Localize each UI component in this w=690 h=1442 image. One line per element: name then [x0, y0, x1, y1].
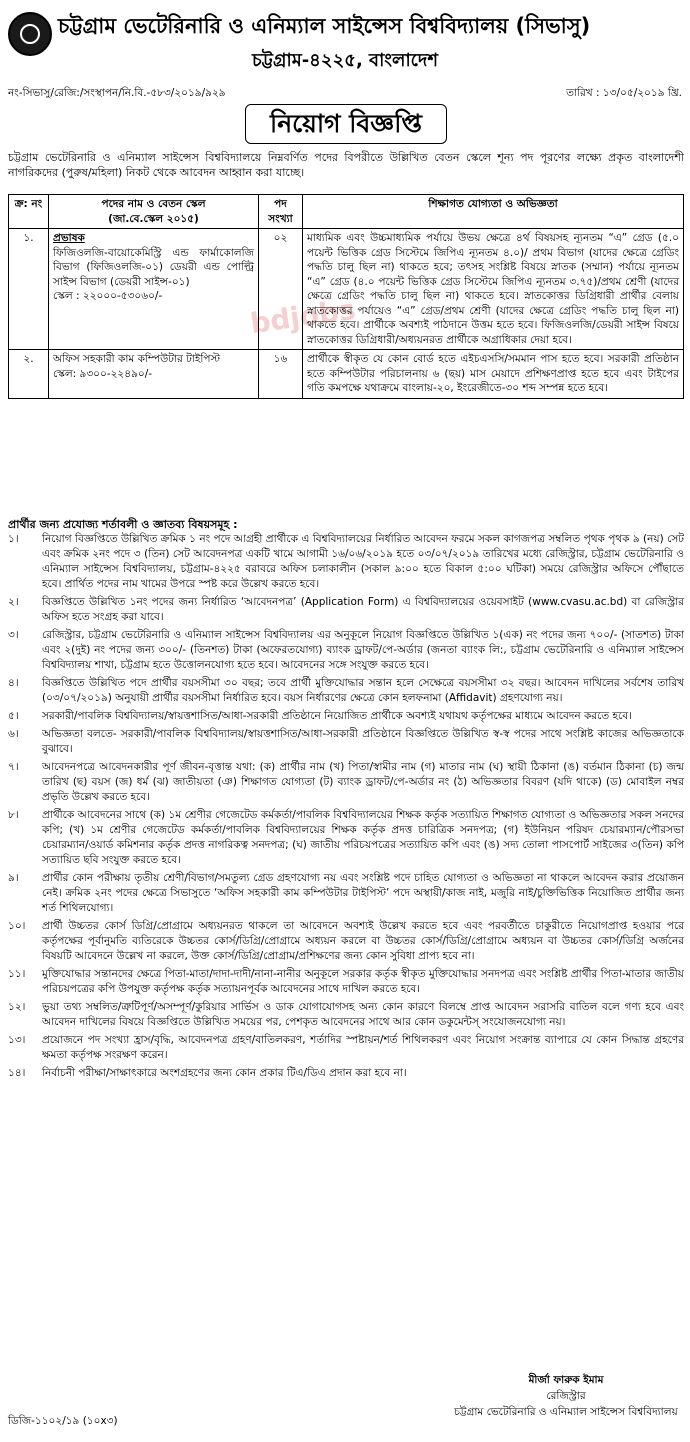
- condition-text: প্রয়োজনে পদ সংখ্যা হ্রাস/বৃদ্ধি, আবেদনপত্র গ্রহণ/বাতিলকরণ, শর্তাদির স্পষ্টায়ন/শর্ত শিথিলকরণ এবং নিয়োগ সংক্রান্ত ব্যাপারে যে কোন সিদ্ধান্ত গ্রহণের ক্ষমতা কর্তৃপক্ষ সংরক্ষণ করেন।: [42, 1034, 684, 1061]
- intro-paragraph: চট্টগ্রাম ভেটেরিনারি ও এনিম্যাল সাইন্সেস বিশ্ববিদ্যালয়ে নিম্নবর্ণিত পদের বিপরীতে উল্লিখিত বেতন স্কেলে শূন্য পদ পূরণের লক্ষ্যে প্রকৃত বাংলাদেশী নাগরিকদের (পুরুষ/মহিলা) নিকট থেকে আবেদন আহ্বান করা যাচ্ছে।: [8, 151, 684, 179]
- condition-number: ৮।: [8, 809, 19, 821]
- condition-number: ৬।: [8, 728, 19, 740]
- condition-number: ৯।: [8, 872, 19, 884]
- condition-text: সরকারী/পাবলিক বিশ্ববিদ্যালয়/স্বায়ত্তশাসিত/আধা-সরকারী প্রতিষ্ঠানে নিয়োজিত প্রার্থীকে অবশ্যই যথাযথ কর্তৃপক্ষের মাধ্যমে আবেদন করতে হবে।: [42, 710, 632, 722]
- condition-number: ১০।: [8, 920, 26, 932]
- list-item: [8, 709, 684, 724]
- header-post-label: পদের নাম ও বেতন স্কেল: [101, 198, 206, 210]
- condition-text: নির্বাচনী পরীক্ষা/সাক্ষাৎকারে অংশগ্রহণের জন্য কোন প্রকার টিএ/ডিএ প্রদান করা হবে না।: [42, 1067, 407, 1079]
- condition-number: ১৪।: [8, 1067, 26, 1079]
- signatory-organization: চট্টগ্রাম ভেটেরিনারি ও এনিম্যাল সাইন্সেস বিশ্ববিদ্যালয়: [454, 1406, 678, 1418]
- list-item: [8, 919, 684, 964]
- condition-number: ১।: [8, 533, 19, 545]
- list-item: [8, 760, 684, 805]
- header: [0, 4, 690, 74]
- post-name: অফিস সহকারী কাম কম্পিউটার টাইপিস্ট: [53, 353, 221, 365]
- condition-number: ২।: [8, 596, 19, 608]
- list-item: [8, 628, 684, 673]
- condition-number: ৩।: [8, 629, 19, 641]
- list-item: [8, 595, 684, 625]
- circular-title: নিয়োগ বিজ্ঞপ্তি: [245, 104, 447, 144]
- list-item: [8, 1000, 684, 1030]
- condition-text: বিজ্ঞপ্তিতে উল্লিখিত ১নং পদের জন্য নির্ধারিত ‘আবেদনপত্র’ (Application Form) এ বিশ্ববিদ্যালয়ের ওয়েবসাইট (www.cvasu.ac.bd) বা রেজিস্ট্রার অফিস হতে সংগ্রহ করা যাবে।: [42, 596, 684, 623]
- reference-number: নং-সিভাসু/রেজি:/সংস্থাপন/নি.বি.-৫৮৩/২০১৯/৯২৯: [8, 87, 226, 99]
- condition-text: প্রার্থীর কোন পরীক্ষায় তৃতীয় শ্রেণী/বিভাগ/সমতুল্য গ্রেড গ্রহণযোগ্য নয় এবং সংশ্লিষ্ট পদে চাহিত যোগ্যতা ও অভিজ্ঞতা না থাকলে আবেদন করার প্রয়োজন নেই। ক্রমিক ২নং পদের ক্ষেত্রে সিভাসুতে ‘অফিস সহকারী কাম কম্পিউটার টাইপিস্ট’ পদে অস্থায়ী/কাজ নাই, মজুরি নাই/চুক্তিভিত্তিক নিয়োজিত প্রার্থীর জন্য শর্ত শিথিলযোগ্য।: [42, 872, 684, 914]
- row-serial: ১.: [9, 229, 49, 350]
- condition-number: ১৩।: [8, 1034, 26, 1046]
- header-count: পদ সংখ্যা: [259, 195, 303, 229]
- row-post: [49, 229, 259, 350]
- condition-number: ৪।: [8, 677, 19, 689]
- list-item: [8, 1066, 684, 1081]
- post-detail: ফিজিওলজি-বায়োকেমিস্ট্রি এন্ড ফার্মাকোলজি বিভাগ (ফিজিওলজি-০১) ডেয়রী এন্ড পোল্ট্রি সাইন্স বিভাগ (ডেয়রী সাইন্স-০১): [53, 246, 254, 288]
- condition-text: বিজ্ঞপ্তিতে উল্লিখিত পদে প্রার্থীর বয়সসীমা ৩০ বছর; তবে প্রার্থী মুক্তিযোদ্ধার সন্তান হলে সেক্ষেত্রে বয়সসীমা ৩২ বছর। আবেদন দাখিলের সর্বশেষ তারিখ (০৩/০৭/২০১৯) অনুযায়ী প্রার্থীর বয়সসীমা নির্ধারিত হবে। বয়স নির্ধারণের ক্ষেত্রে কোন হলফনামা (Affidavit) গ্রহণযোগ্য নয়।: [42, 677, 684, 704]
- row-qualification: প্রার্থীকে স্বীকৃত যে কোন বোর্ড হতে এইচএসসি/সমমান পাস হতে হবে। সরকারী প্রতিষ্ঠান হতে কম্পিউটার পরিচালনায় ৬ (ছয়) মাস মেয়াদে প্রশিক্ষণপ্রাপ্ত হতে হবে এবং টাইপের গতি কমপক্ষে যথাক্রমে বাংলায়-২০, ইংরেজীতে-৩০ শব্দ সম্পন্ন হতে হবে।: [303, 350, 684, 399]
- table-row: [9, 229, 684, 350]
- header-post-sub: (জা.বে.স্কেল ২০১৫): [108, 212, 199, 225]
- watermark: bdjobs: [248, 292, 358, 341]
- university-name: চট্টগ্রাম ভেটেরিনারি ও এনিম্যাল সাইন্সেস বিশ্ববিদ্যালয় (সিভাসু): [58, 14, 591, 38]
- condition-text: প্রার্থীকে আবেদনের সাথে (ক) ১ম শ্রেণীর গেজেটেড কর্মকর্তা/পাবলিক বিশ্ববিদ্যালয়ের শিক্ষক কর্তৃক সত্যায়িত শিক্ষাগত যোগ্যতা ও অভিজ্ঞতার সকল সনদের কপি; (খ) ১ম শ্রেণীর গেজেটেড কর্মকর্তা/পাবলিক বিশ্ববিদ্যালয়ের শিক্ষক কর্তৃক প্রদত্ত চারিত্রিক সনদপত্র; (গ) ইউনিয়ন পরিষদ চেয়ারম্যান/পৌরসভা চেয়ারম্যান/ওয়ার্ড কমিশনার কর্তৃক প্রদত্ত নাগরিকত্ব সনদপত্র; (ঘ) জাতীয় পরিচয়পত্রের সত্যায়িত কপি এবং (ঙ) সদ্য তোলা পাসপোর্ট সাইজের ৩(তিন) কপি সত্যায়িত ছবি সংযুক্ত করতে হবে।: [42, 809, 684, 866]
- posts-table: [8, 194, 684, 399]
- list-item: [8, 871, 684, 916]
- condition-number: ৫।: [8, 710, 19, 722]
- list-item: [8, 808, 684, 868]
- list-item: [8, 1033, 684, 1063]
- condition-text: প্রার্থী উচ্চতর কোর্স ডিগ্রি/প্রোগ্রামে অধ্যয়নরত থাকলে তা আবেদনে অবশ্যই উল্লেখ করতে হবে এবং পরবর্তীতে চাকুরীতে নিয়োগপ্রাপ্ত হওয়ার পরে কর্তৃপক্ষের পূর্বানুমতি ব্যতিরেকে উচ্চতর কোর্স/ডিগ্রি/প্রোগ্রামে অধ্যয়ন করলে বা উচ্চতর কোর্স/ডিগ্রি/প্রোগ্রামে অধ্যয়ন বা উচ্চতর কোর্স/ডিগ্রি অর্জনের বিষয়টি আবেদনে উল্লেখ না করলে, উক্ত কোর্স/ডিগ্রি/প্রোগ্রাম/প্রশিক্ষণের জন্য কোন সুবিধা প্রাপ্য হবে না।: [42, 920, 684, 962]
- post-name: প্রভাষক: [53, 232, 85, 244]
- condition-text: অভিজ্ঞতা বলতে- সরকারী/পাবলিক বিশ্ববিদ্যালয়/স্বায়ত্তশাসিত/আধা-সরকারী প্রতিষ্ঠানে বিজ্ঞপ্তিতে উল্লিখিত স্ব-স্ব পদের সাথে সংশ্লিষ্ট কাজের অভিজ্ঞতাকে বুঝাবে।: [42, 728, 684, 755]
- table-header-row: [9, 195, 684, 229]
- post-scale: স্কেল : ২২০০০-৫৩০৬০/-: [53, 290, 163, 302]
- signatory-designation: রেজিস্ট্রার: [546, 1390, 586, 1402]
- list-item: [8, 676, 684, 706]
- list-item: [8, 532, 684, 592]
- condition-text: আবেদনপত্রে আবেদনকারীর পূর্ণ জীবন-বৃত্তান্ত যথা: (ক) প্রার্থীর নাম (খ) পিতা/স্বামীর নাম (গ) মাতার নাম (ঘ) স্থায়ী ঠিকানা (ঙ) বর্তমান ঠিকানা (চ) জন্ম তারিখ (ছ) বয়স (জ) ধর্ম (ঝ) জাতীয়তা (ঞ) শিক্ষাগত যোগ্যতা (ট) ব্যাংক ড্রাফট/পে-অর্ডার নং (ঠ) অভিজ্ঞতার বিবরণ (যদি থাকে) (ড) মোবাইল নম্বর প্রভৃতি উল্লেখ করতে হবে।: [42, 761, 684, 803]
- row-count: ১৬: [259, 350, 303, 399]
- condition-number: ১২।: [8, 1001, 26, 1013]
- condition-text: মুক্তিযোদ্ধার সন্তানদের ক্ষেত্রে পিতা-মাতা/দাদা-দাদী/নানা-নানীর অনুকূলে সরকার কর্তৃক স্বীকৃত মুক্তিযোদ্ধার সনদপত্র এবং সংশ্লিষ্ট প্রার্থীর পিতা-মাতার জাতীয় পরিচয়পত্রের কপি উপযুক্ত কর্তৃপক্ষ কর্তৃক সত্যায়নপূর্বক আবেদনের সাথে দাখিল করতে হবে।: [42, 968, 684, 995]
- circular-date: তারিখ : ১৩/০৫/২০১৯ খ্রি.: [566, 87, 682, 99]
- condition-number: ৭।: [8, 761, 19, 773]
- row-count: ০২: [259, 229, 303, 350]
- footer-code: ডিজি-১১০২/১৯ (১০x৩): [8, 1415, 118, 1427]
- list-item: [8, 727, 684, 757]
- condition-text: নিয়োগ বিজ্ঞপ্তিতে উল্লিখিত ক্রমিক ১ নং পদে আগ্রহী প্রার্থীকে এ বিশ্ববিদ্যালয়ের নির্ধারিত আবেদন ফরমে সকল কাগজপত্র সম্বলিত পৃথক পৃথক ৯ (নয়) সেট এবং ক্রমিক ২নং পদে ৩ (তিন) সেট আবেদনপত্র একটি খামে আগামী ১৬/০৬/২০১৯ হতে ০৩/০৭/২০১৯ তারিখের মধ্যে রেজিস্ট্রার, চট্টগ্রাম ভেটেরিনারি ও এনিম্যাল সাইন্সেস বিশ্ববিদ্যালয়, চট্টগ্রাম-৪২২৫ বরাবরে অফিস চলাকালীন (সকাল ৯:০০ হতে বিকাল ৫:০০ ঘটিকা) সময়ে রেজিস্ট্রার অফিসে পৌঁছাতে হবে। প্রার্থিত পদের নাম খামের উপরে স্পষ্ট করে উল্লেখ করতে হবে।: [42, 533, 684, 590]
- header-serial: ক্র: নং: [9, 195, 49, 229]
- signatory-name: মীর্জা ফারুক ইমাম: [528, 1374, 604, 1386]
- university-address: চট্টগ্রাম-৪২২৫, বাংলাদেশ: [251, 50, 439, 71]
- row-serial: ২.: [9, 350, 49, 399]
- row-post: [49, 350, 259, 399]
- signature-block: [448, 1372, 684, 1420]
- conditions-list: [8, 532, 684, 1084]
- condition-number: ১১।: [8, 968, 26, 980]
- post-scale: স্কেল: ৯৩০০-২২৪৯০/-: [53, 367, 153, 380]
- conditions-title: প্রার্থীর জন্য প্রযোজ্য শর্তাবলী ও জ্ঞাতব্য বিষয়সমূহ :: [8, 518, 238, 531]
- row-qualification: মাধ্যমিক এবং উচ্চমাধ্যমিক পর্যায়ে উভয় ক্ষেত্রে ৪র্থ বিষয়সহ ন্যূনতম “এ” গ্রেড (৫.০ পয়েন্ট ভিত্তিক গ্রেড সিস্টেমে জিপিএ ন্যূনতম ৪.০)/ প্রথম বিভাগ (যাদের ক্ষেত্রে গ্রেডিং পদ্ধতি চালু ছিল না) থাকতে হবে; তৎসহ সংশ্লিষ্ট বিষয়ে স্নাতক (সম্মান) পর্যায়ে ন্যূনতম “এ” গ্রেড (৪.০ পয়েন্ট ভিত্তিক গ্রেড সিস্টেমে জিপিএ ন্যূনতম ৩.৭৫)/প্রথম শ্রেণী (যাদের ক্ষেত্রে গ্রেডিং পদ্ধতি চালু ছিল না) থাকতে হবে। স্নাতকোত্তর ডিগ্রিধারী প্রার্থীর বেলায় স্নাতকোত্তর পর্যায়েও “এ” গ্রেড/প্রথম শ্রেণী (যাদের ক্ষেত্রে গ্রেডিং পদ্ধতি চালু ছিল না) থাকতে হবে। প্রার্থীকে অবশ্যই পাঠদানে উত্তম হতে হবে। ফিজিওলজি/ডেয়রী সাইন্স বিষয়ে স্নাতকোত্তর ডিগ্রিধারী/অধ্যয়নরত প্রার্থীকে অগ্রাধিকার দেয়া হবে।: [303, 229, 684, 350]
- header-qualification: শিক্ষাগত যোগ্যতা ও অভিজ্ঞতা: [303, 195, 684, 229]
- condition-text: ভুয়া তথ্য সম্বলিত/ত্রুটিপূর্ণ/অসম্পূর্ণ/কুরিয়ার সার্ভিস ও ডাক যোগাযোগসহ অন্য কোন কারণে বিলম্বে প্রাপ্ত আবেদন সরাসরি বাতিল বলে গণ্য হবে এবং আবেদন দাখিলের বিষয়ে বিজ্ঞপ্তিতে উল্লিখিত সময়ের পর, পেশকৃত আবেদনের সাথে আর কোন ডকুমেন্টস্ সংযোজনযোগ্য নয়।: [42, 1001, 684, 1028]
- list-item: [8, 967, 684, 997]
- header-post: [49, 195, 259, 229]
- table-row: [9, 350, 684, 399]
- condition-text: রেজিস্ট্রার, চট্টগ্রাম ভেটেরিনারি ও এনিম্যাল সাইন্সেস বিশ্ববিদ্যালয় এর অনুকূলে নিয়োগ বিজ্ঞপ্তিতে উল্লিখিত ১(এক) নং পদের জন্য ৭০০/- (সাতশত) টাকা এবং ২(দুই) নং পদের জন্য ৩০০/- (তিনশত) টাকা (অফেরতযোগ্য) ব্যাংক ড্রাফট/পে-অর্ডার (জনতা ব্যাংক লি:, চট্টগ্রাম ভেটেরিনারি ও এনিম্যাল সাইন্সেস বিশ্ববিদ্যালয় শাখা, চট্টগ্রাম হতে উত্তোলনযোগ্য হতে হবে। আবেদনের সঙ্গে সংযুক্ত করতে হবে।: [42, 629, 684, 671]
